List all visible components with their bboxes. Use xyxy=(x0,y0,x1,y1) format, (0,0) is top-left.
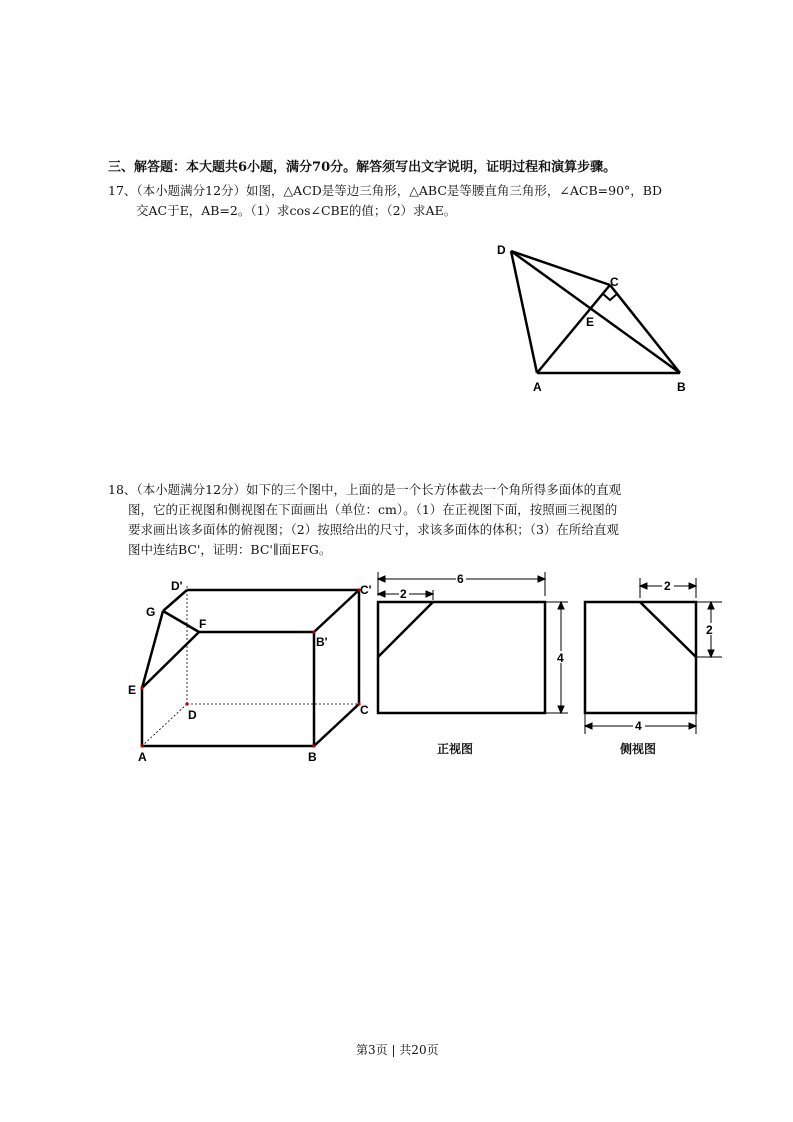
label-b: B xyxy=(308,750,317,764)
label-b: B xyxy=(677,380,686,394)
label-b1: B' xyxy=(316,635,328,649)
vertex-d xyxy=(185,702,188,705)
segment-dc xyxy=(511,251,610,285)
q18-front-view xyxy=(372,568,572,728)
q17-text-line2: 交AC于E，AB=2。（1）求cos∠CBE的值；（2）求AE。 xyxy=(136,203,457,218)
q18-solid-figure xyxy=(130,578,380,768)
front-cut-label: 2 xyxy=(400,587,407,601)
q18-side-view xyxy=(580,572,730,742)
vertex-e xyxy=(140,686,143,689)
edge-gd1 xyxy=(163,590,187,611)
front-width-label: 6 xyxy=(457,572,464,586)
label-c: C xyxy=(610,275,619,289)
q17-triangle-figure xyxy=(490,238,700,398)
vertex-b xyxy=(312,744,315,747)
front-bottom-edges xyxy=(142,590,359,746)
edge-gf xyxy=(163,611,199,632)
side-view-caption: 侧视图 xyxy=(620,742,657,756)
q17-text-line1: 17、（本小题满分12分）如图，△ACD是等边三角形，△ABC是等腰直角三角形，∠ACB=90°，BD xyxy=(108,183,662,198)
q18-text-line3: 要求画出该多面体的俯视图；（2）按照给出的尺寸，求该多面体的体积；（3）在所给直观 xyxy=(128,522,619,537)
side-top-label: 2 xyxy=(664,579,671,593)
vertex-a xyxy=(140,744,143,747)
right-angle-mark xyxy=(602,293,618,300)
segment-da xyxy=(511,251,537,373)
label-a: A xyxy=(533,380,542,394)
q18-text-line1: 18、（本小题满分12分）如下的三个图中，上面的是一个长方体截去一个角所得多面体的直观 xyxy=(108,482,622,497)
section-heading: 三、解答题：本大题共6小题，满分70分。解答须写出文字说明，证明过程和演算步骤。 xyxy=(108,160,617,175)
label-d: D xyxy=(188,708,197,722)
side-bottom-label: 4 xyxy=(635,719,642,733)
side-right-label: 2 xyxy=(706,623,713,637)
label-d1: D' xyxy=(171,579,183,593)
side-rect xyxy=(585,602,696,713)
label-d: D xyxy=(497,243,506,257)
q18-text-line4: 图中连结BC'，证明：BC'∥面EFG。 xyxy=(128,542,332,557)
hidden-edge-da xyxy=(142,704,187,746)
label-c: C xyxy=(360,703,369,717)
label-f: F xyxy=(199,617,207,631)
front-rect xyxy=(378,602,545,713)
q18-text-line2: 图，它的正视图和侧视图在下面画出（单位：cm）。（1）在正视图下面，按照画三视图的 xyxy=(128,502,618,517)
vertex-b1 xyxy=(312,630,315,633)
segment-db xyxy=(511,251,680,373)
label-e: E xyxy=(586,315,595,329)
segment-ac xyxy=(537,285,610,373)
page-footer: 第3页 | 共20页 xyxy=(356,1043,439,1057)
label-c1: C' xyxy=(360,583,372,597)
front-view-caption: 正视图 xyxy=(437,742,474,756)
label-a: A xyxy=(138,750,147,764)
edge-b1c1 xyxy=(314,590,359,632)
label-e: E xyxy=(128,683,137,697)
label-g: G xyxy=(146,605,156,619)
front-height-label: 4 xyxy=(557,651,564,665)
